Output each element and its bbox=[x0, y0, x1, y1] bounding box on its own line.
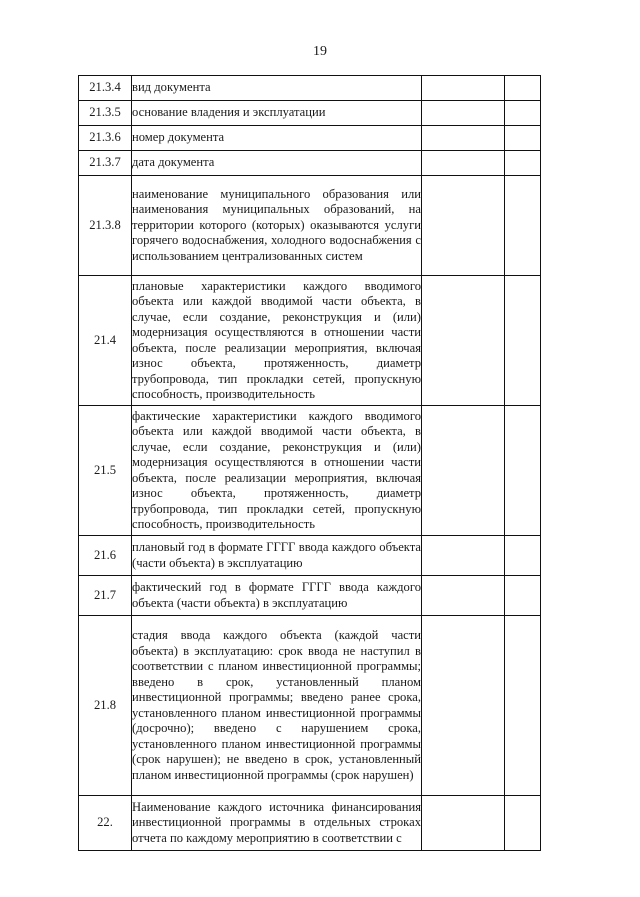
empty-cell bbox=[505, 101, 541, 126]
table-row bbox=[79, 576, 541, 616]
empty-cell bbox=[422, 536, 505, 576]
empty-cell bbox=[422, 796, 505, 851]
empty-cell bbox=[422, 176, 505, 276]
row-description: плановые характеристики каждого вводимого объекта или каждой вводимой части объекта, в случае, если создание, реконструкция и (или) модернизация осуществляются в отношении части объекта, после реализации мероприятия, включая износ объекта, протяженность, диаметр трубопровода, тип прокладки сетей, пропускную способность, производительность bbox=[132, 276, 422, 406]
table-row bbox=[79, 76, 541, 101]
empty-cell bbox=[505, 796, 541, 851]
table-row bbox=[79, 176, 541, 276]
empty-cell bbox=[505, 126, 541, 151]
empty-cell bbox=[422, 151, 505, 176]
row-description: Наименование каждого источника финансирования инвестиционной программы в отдельных строках отчета по каждому мероприятию в соответствии с bbox=[132, 796, 422, 851]
table-row bbox=[79, 101, 541, 126]
table-row bbox=[79, 406, 541, 536]
table-row bbox=[79, 126, 541, 151]
table-row bbox=[79, 616, 541, 796]
empty-cell bbox=[505, 276, 541, 406]
table-row bbox=[79, 276, 541, 406]
empty-cell bbox=[505, 176, 541, 276]
row-number: 21.3.8 bbox=[79, 176, 132, 276]
row-description: фактический год в формате ГГГГ ввода каждого объекта (части объекта) в эксплуатацию bbox=[132, 576, 422, 616]
row-number: 21.3.5 bbox=[79, 101, 132, 126]
empty-cell bbox=[505, 76, 541, 101]
empty-cell bbox=[422, 126, 505, 151]
empty-cell bbox=[505, 616, 541, 796]
row-number: 22. bbox=[79, 796, 132, 851]
empty-cell bbox=[422, 576, 505, 616]
row-number: 21.8 bbox=[79, 616, 132, 796]
empty-cell bbox=[505, 576, 541, 616]
row-description: дата документа bbox=[132, 151, 422, 176]
empty-cell bbox=[422, 76, 505, 101]
empty-cell bbox=[505, 406, 541, 536]
row-description: стадия ввода каждого объекта (каждой части объекта) в эксплуатацию: срок ввода не наступил в соответствии с планом инвестиционной программы; введено в срок, установленный планом инвестиционной программы; введено ранее срока, установленного планом инвестиционной программы (досрочно); введено с нарушением срока, установленного планом инвестиционной программы (срок нарушен); не введено в срок, установленный планом инвестиционной программы (срок нарушен) bbox=[132, 616, 422, 796]
row-number: 21.7 bbox=[79, 576, 132, 616]
row-description: наименование муниципального образования или наименования муниципальных образований, на территории которого (которых) оказываются услуги горячего водоснабжения, холодного водоснабжения с использованием централизованных систем bbox=[132, 176, 422, 276]
row-number: 21.3.4 bbox=[79, 76, 132, 101]
report-table bbox=[78, 75, 541, 851]
empty-cell bbox=[505, 536, 541, 576]
row-description: вид документа bbox=[132, 76, 422, 101]
table-row bbox=[79, 536, 541, 576]
table-row bbox=[79, 796, 541, 851]
row-description: фактические характеристики каждого вводимого объекта или каждой вводимой части объекта, в случае, если создание, реконструкция и (или) модернизация осуществляются в отношении части объекта, после реализации мероприятия, включая износ объекта, протяженность, диаметр трубопровода, тип прокладки сетей, пропускную способность, производительность bbox=[132, 406, 422, 536]
empty-cell bbox=[505, 151, 541, 176]
page-number: 19 bbox=[313, 44, 327, 59]
empty-cell bbox=[422, 276, 505, 406]
empty-cell bbox=[422, 616, 505, 796]
empty-cell bbox=[422, 101, 505, 126]
row-number: 21.3.7 bbox=[79, 151, 132, 176]
table-row bbox=[79, 151, 541, 176]
row-description: основание владения и эксплуатации bbox=[132, 101, 422, 126]
row-number: 21.3.6 bbox=[79, 126, 132, 151]
row-description: плановый год в формате ГГГГ ввода каждого объекта (части объекта) в эксплуатацию bbox=[132, 536, 422, 576]
row-number: 21.4 bbox=[79, 276, 132, 406]
row-number: 21.6 bbox=[79, 536, 132, 576]
empty-cell bbox=[422, 406, 505, 536]
row-description: номер документа bbox=[132, 126, 422, 151]
row-number: 21.5 bbox=[79, 406, 132, 536]
